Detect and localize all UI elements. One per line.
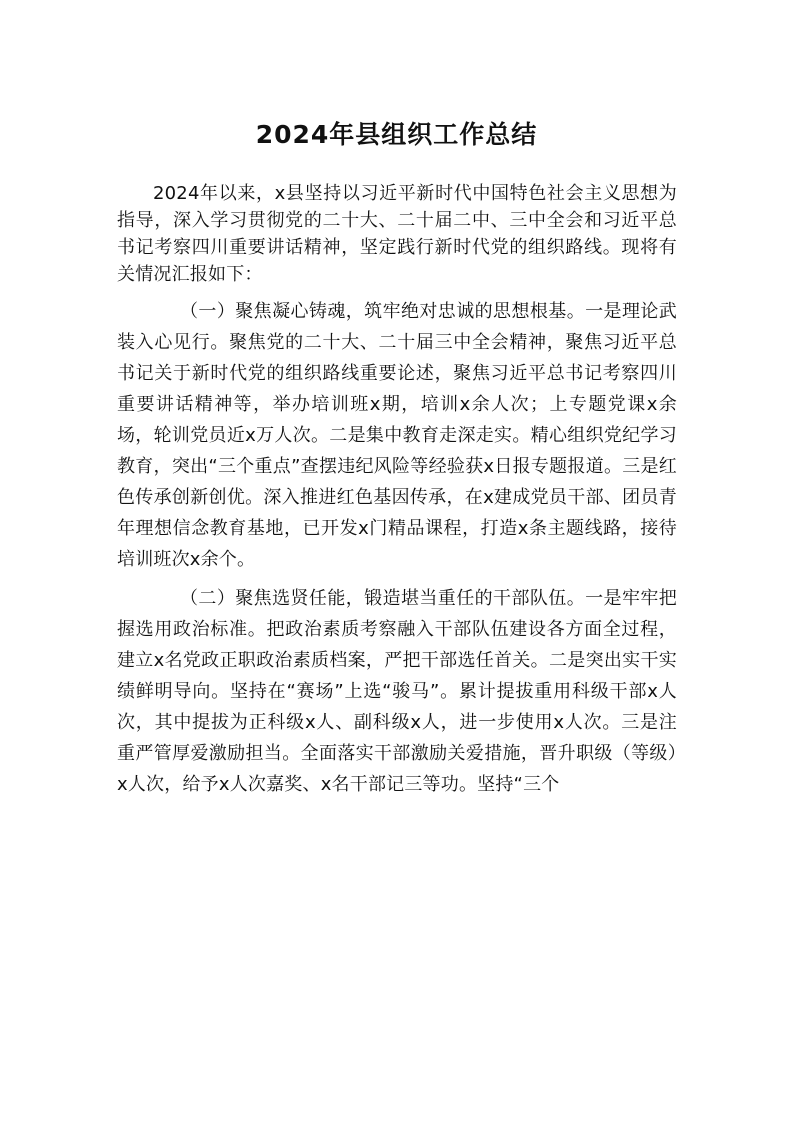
section-two-paragraph: （二）聚焦选贤任能，锻造堪当重任的干部队伍。一是牢牢把握选用政治标准。把政治素质考察融入干部队伍建设各方面全过程，建立x名党政正职政治素质档案，严把干部选任首关。二是突出实干实绩鲜明导向。坚持在“赛场”上选“骏马”。累计提拔重用科级干部x人次，其中提拔为正科级x人、副科级x人，进一步使用x人次。三是注重严管厚爱激励担当。全面落实干部激励关爱措施，晋升职级（等级）x人次，给予x人次嘉奖、x名干部记三等功。坚持“三个: [117, 588, 677, 795]
section-one-paragraph: （一）聚焦凝心铸魂，筑牢绝对忠诚的思想根基。一是理论武装入心见行。聚焦党的二十大、二十届三中全会精神，聚焦习近平总书记关于新时代党的组织路线重要论述，聚焦习近平总书记考察四川重要讲话精神等，举办培训班x期，培训x余人次；上专题党课x余场，轮训党员近x万人次。二是集中教育走深走实。精心组织党纪学习教育，突出“三个重点”查摆违纪风险等经验获x日报专题报道。三是红色传承创新创优。深入推进红色基因传承，在x建成党员干部、团员青年理想信念教育基地，已开发x门精品课程，打造x条主题线路，接待培训班次x余个。: [117, 301, 677, 570]
document-body: [117, 180, 677, 808]
intro-paragraph: 2024年以来，x县坚持以习近平新时代中国特色社会主义思想为指导，深入学习贯彻党的二十大、二十届二中、三中全会和习近平总书记考察四川重要讲话精神，坚定践行新时代党的组织路线。现将有关情况汇报如下：: [117, 183, 677, 285]
document-title: 2024年县组织工作总结: [255, 119, 538, 149]
